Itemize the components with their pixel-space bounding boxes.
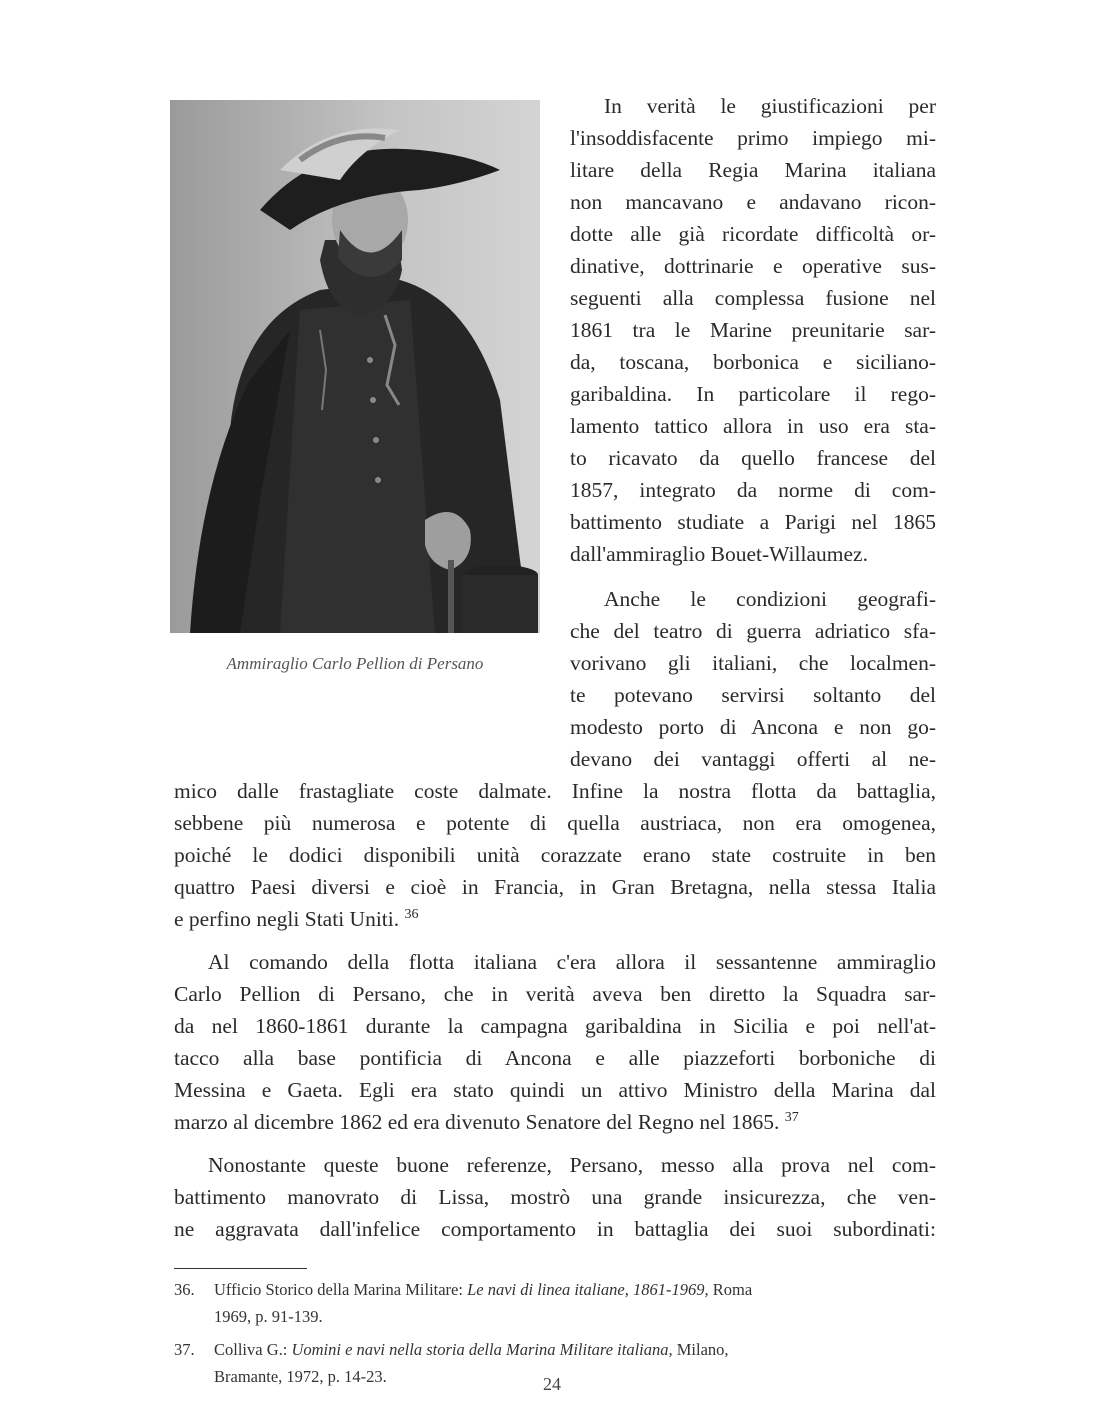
text-line: te potevano servirsi soltanto del xyxy=(570,683,936,707)
text-line: quattro Paesi diversi e cioè in Francia, in Gran Bretagna, nella stessa Italia xyxy=(174,875,936,899)
text-line: l'insoddisfacente primo impiego mi- xyxy=(570,126,936,150)
footnote-author: Ufficio Storico della Marina Militare: xyxy=(214,1280,468,1299)
text-line: sebbene più numerosa e potente di quella austriaca, non era omogenea, xyxy=(174,811,936,835)
text-line: poiché le dodici disponibili unità corazzate erano state costruite in ben xyxy=(174,843,936,867)
text-line-content: marzo al dicembre 1862 ed era divenuto Senatore del Regno nel 1865. xyxy=(174,1110,780,1134)
text-line: da nel 1860-1861 durante la campagna garibaldina in Sicilia e poi nell'at- xyxy=(174,1014,936,1038)
text-line: dinative, dottrinarie e operative sus- xyxy=(570,254,936,278)
text-line: Nonostante queste buone referenze, Persano, messo alla prova nel com- xyxy=(208,1153,936,1177)
text-line: 1857, integrato da norme di com- xyxy=(570,478,936,502)
text-line-content: e perfino negli Stati Uniti. xyxy=(174,907,400,931)
text-line: non mancavano e andavano ricon- xyxy=(570,190,936,214)
photo-caption: Ammiraglio Carlo Pellion di Persano xyxy=(226,654,484,673)
footnote-number: 37. xyxy=(174,1340,195,1359)
footnote-number: 36. xyxy=(174,1280,195,1299)
text-line: dall'ammiraglio Bouet-Willaumez. xyxy=(570,542,868,566)
text-line: lamento tattico allora in uso era sta- xyxy=(570,414,936,438)
footnote-continuation: Bramante, 1972, p. 14-23. xyxy=(214,1367,387,1386)
text-line: battimento manovrato di Lissa, mostrò una grande insicurezza, che ven- xyxy=(174,1185,936,1209)
footnote-rule xyxy=(174,1268,307,1269)
footnote-ref: 37 xyxy=(784,1110,799,1125)
footnote-ref: 36 xyxy=(404,907,419,922)
portrait-image xyxy=(170,100,540,633)
text-line: Messina e Gaeta. Egli era stato quindi un attivo Ministro della Marina dal xyxy=(174,1078,936,1102)
footnote-36 xyxy=(174,1276,936,1330)
text-line: In verità le giustificazioni per xyxy=(604,94,936,118)
text-line: 1861 tra le Marine preunitarie sar- xyxy=(570,318,936,342)
footnote-rest: Roma xyxy=(708,1280,753,1299)
portrait-photo xyxy=(170,100,540,633)
footnote-author: Colliva G.: xyxy=(214,1340,292,1359)
text-line: to ricavato da quello francese del xyxy=(570,446,936,470)
text-line: che del teatro di guerra adriatico sfa- xyxy=(570,619,936,643)
text-line: seguenti alla complessa fusione nel xyxy=(570,286,936,310)
text-line: Al comando della flotta italiana c'era allora il sessantenne ammiraglio xyxy=(208,950,936,974)
text-line: garibaldina. In particolare il rego- xyxy=(570,382,936,406)
text-line: vorivano gli italiani, che localmen- xyxy=(570,651,936,675)
text-line: Anche le condizioni geografi- xyxy=(604,587,936,611)
footnote-rest: Milano, xyxy=(672,1340,729,1359)
text-line: dotte alle già ricordate difficoltà or- xyxy=(570,222,936,246)
text-line: Carlo Pellion di Persano, che in verità aveva ben diretto la Squadra sar- xyxy=(174,982,936,1006)
text-line: modesto porto di Ancona e non go- xyxy=(570,715,936,739)
footnote-title: Le navi di linea italiane, 1861-1969, xyxy=(467,1280,709,1299)
footnote-title: Uomini e navi nella storia della Marina Militare italiana, xyxy=(291,1340,673,1359)
text-line: ne aggravata dall'infelice comportamento in battaglia dei suoi subordinati: xyxy=(174,1217,936,1241)
text-line: devano dei vantaggi offerti al ne- xyxy=(570,747,936,771)
text-line xyxy=(174,1106,936,1138)
text-line: da, toscana, borbonica e siciliano- xyxy=(570,350,936,374)
text-line: tacco alla base pontificia di Ancona e alle piazzeforti borboniche di xyxy=(174,1046,936,1070)
page-number: 24 xyxy=(543,1374,561,1394)
text-line: mico dalle frastagliate coste dalmate. Infine la nostra flotta da battaglia, xyxy=(174,779,936,803)
text-line xyxy=(174,903,936,935)
text-line: litare della Regia Marina italiana xyxy=(570,158,936,182)
text-line: battimento studiate a Parigi nel 1865 xyxy=(570,510,936,534)
footnote-continuation: 1969, p. 91-139. xyxy=(214,1307,323,1326)
